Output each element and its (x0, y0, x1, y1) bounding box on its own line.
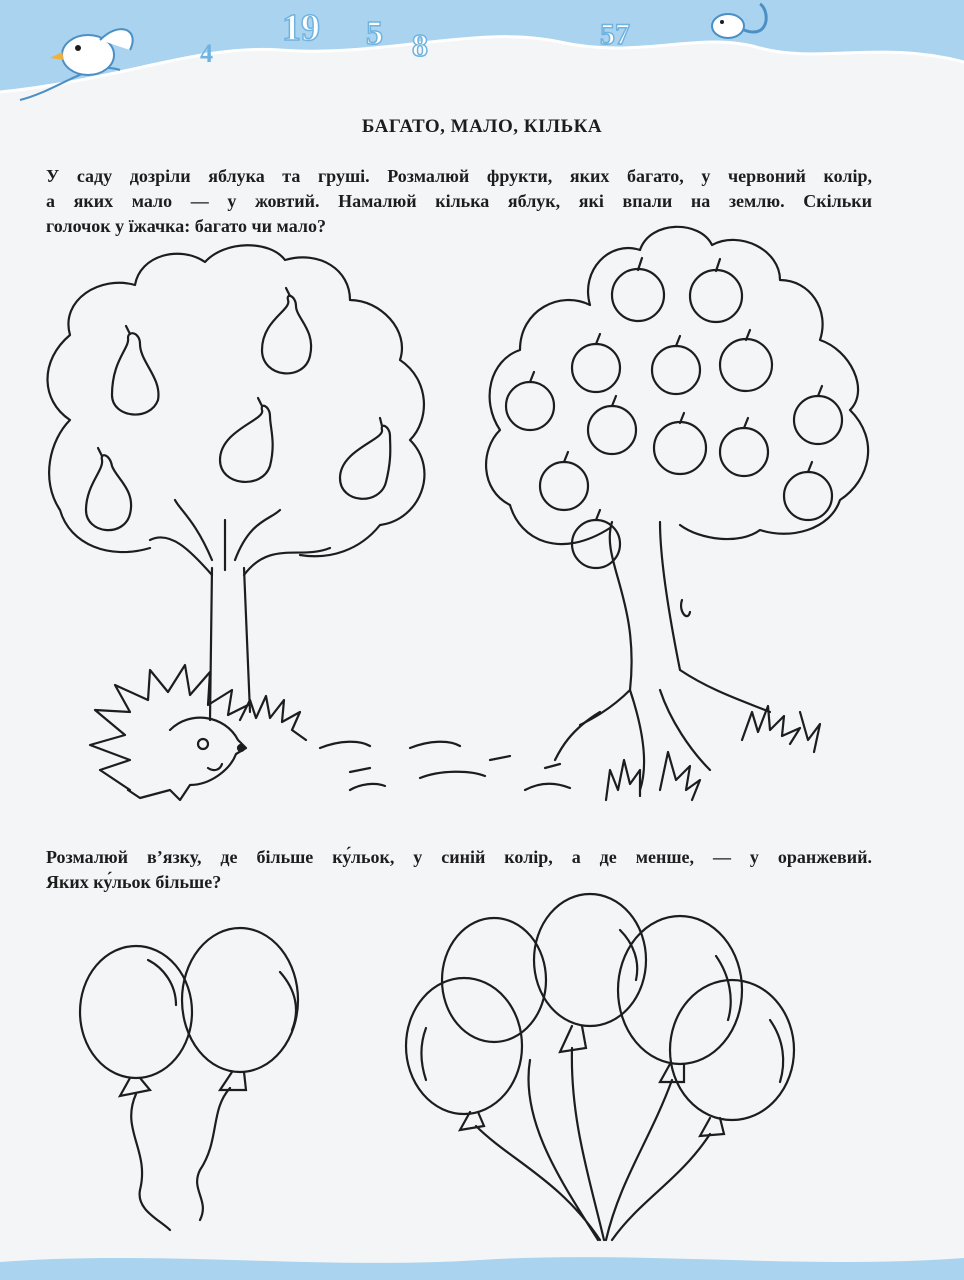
task-1-line: голочок у їжачка: багато чи мало? (46, 216, 326, 236)
balloon-icon (442, 918, 546, 1042)
task-1-line: У саду дозріли яблука та груші. Розмалюй фрукти, яких багато, у червоний колір, (46, 166, 872, 186)
task-1-line: а яких мало — у жовтий. Намалюй кілька яблук, які впали на землю. Скільки (46, 191, 872, 211)
balloon-bundle-small (80, 928, 298, 1230)
apple-icon (654, 413, 706, 474)
apple-icon (588, 396, 636, 454)
header-number: 8 (412, 27, 428, 63)
header-number: 19 (282, 7, 320, 49)
apple-icon (720, 330, 772, 391)
apple-icon (652, 336, 700, 394)
apple-icon (784, 462, 832, 520)
balloon-bundle-large (406, 894, 794, 1240)
apple-icon (690, 259, 742, 322)
task-2-line: Яких ку́льок більше? (46, 872, 222, 892)
balloon-icon (534, 894, 646, 1026)
task-2-instructions (46, 845, 872, 895)
hedgehog (90, 665, 248, 800)
balloon-icon (618, 916, 742, 1064)
pear-icon (112, 326, 158, 415)
header-number: 4 (200, 39, 213, 68)
footer-decoration (0, 1240, 964, 1280)
balloon-icon (670, 980, 794, 1120)
balloon-icon (80, 946, 192, 1096)
balloon-icon (406, 978, 522, 1114)
pear-icon (220, 398, 273, 482)
grass (606, 752, 700, 800)
pear-icon (86, 448, 131, 530)
pear-tree (48, 245, 425, 720)
apple-icon (612, 258, 664, 321)
apple-icon (506, 372, 554, 430)
pear-icon (262, 288, 311, 373)
pear-icon (340, 418, 390, 499)
apple-icon (794, 386, 842, 444)
header-number: 57 (600, 18, 630, 51)
apple-icon (540, 452, 588, 510)
apple-icon (720, 418, 768, 476)
balloon-icon (182, 928, 298, 1090)
header-number: 5 (366, 15, 383, 52)
grass (240, 696, 306, 740)
apple-tree (486, 227, 868, 790)
grass (742, 706, 820, 752)
apple-icon (572, 334, 620, 392)
task-2-line: Розмалюй в’язку, де більше ку́льок, у синій колір, а де менше, — у оранжевий. (46, 847, 872, 867)
worksheet-title: БАГАТО, МАЛО, КІЛЬКА (361, 116, 603, 137)
